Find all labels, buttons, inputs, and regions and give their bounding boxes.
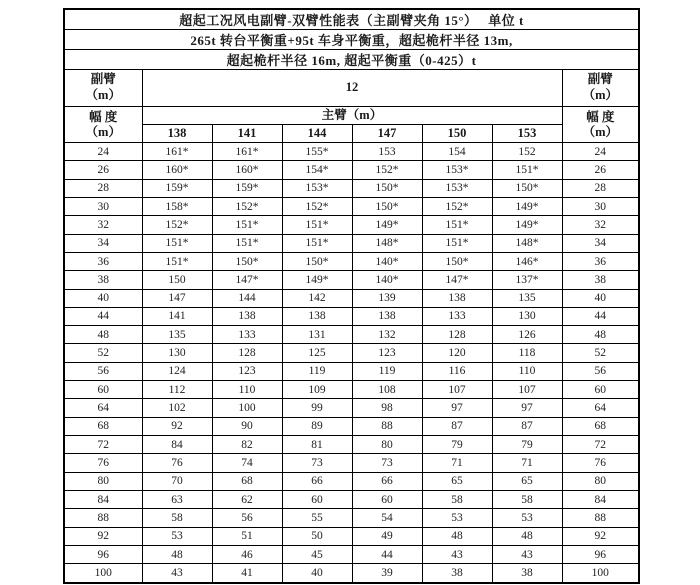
load-value-cell: 66 [282, 472, 352, 490]
load-value-cell: 152 [492, 143, 562, 161]
radius-cell-left: 64 [64, 399, 142, 417]
radius-cell-left: 60 [64, 381, 142, 399]
table-row [64, 564, 639, 583]
load-value-cell: 58 [142, 509, 212, 527]
table-row [64, 454, 639, 472]
table-row [64, 143, 639, 161]
load-value-cell: 46 [212, 545, 282, 563]
load-value-cell: 71 [492, 454, 562, 472]
load-value-cell: 68 [212, 472, 282, 490]
load-value-cell: 70 [142, 472, 212, 490]
load-value-cell: 141 [142, 307, 212, 325]
load-value-cell: 150* [422, 252, 492, 270]
load-value-cell: 41 [212, 564, 282, 583]
table-title: 超起工况风电副臂-双臂性能表（主副臂夹角 15°） 单位 t [64, 9, 639, 30]
load-value-cell: 43 [492, 545, 562, 563]
load-value-cell: 110 [212, 381, 282, 399]
table-subtitle-1: 265t 转台平衡重+95t 车身平衡重，超起桅杆半径 13m, [64, 30, 639, 50]
aux-jib-unit-left: （m） [85, 88, 121, 102]
load-value-cell: 97 [492, 399, 562, 417]
load-value-cell: 82 [212, 436, 282, 454]
load-value-cell: 130 [142, 344, 212, 362]
load-value-cell: 58 [492, 490, 562, 508]
radius-cell-left: 72 [64, 436, 142, 454]
load-value-cell: 148* [352, 234, 422, 252]
subtitle-row-1 [64, 30, 639, 50]
load-value-cell: 51 [212, 527, 282, 545]
load-value-cell: 159* [212, 179, 282, 197]
table-row [64, 197, 639, 215]
table-row [64, 161, 639, 179]
load-value-cell: 132 [352, 326, 422, 344]
load-value-cell: 150* [352, 179, 422, 197]
load-value-cell: 84 [142, 436, 212, 454]
load-value-cell: 48 [142, 545, 212, 563]
aux-jib-label-left: 副臂 [90, 72, 116, 87]
radius-cell-right: 60 [562, 381, 639, 399]
radius-cell-left: 96 [64, 545, 142, 563]
load-chart-table [63, 8, 640, 584]
radius-unit-right: （m） [582, 124, 619, 139]
radius-cell-right: 36 [562, 252, 639, 270]
table-row [64, 381, 639, 399]
load-value-cell: 48 [422, 527, 492, 545]
load-value-cell: 149* [282, 271, 352, 289]
boom-length-col: 147 [352, 125, 422, 143]
load-value-cell: 137* [492, 271, 562, 289]
radius-cell-right: 76 [562, 454, 639, 472]
aux-jib-header-left [64, 70, 142, 107]
load-value-cell: 92 [142, 417, 212, 435]
radius-cell-left: 100 [64, 564, 142, 583]
load-value-cell: 74 [212, 454, 282, 472]
load-value-cell: 133 [212, 326, 282, 344]
load-value-cell: 60 [282, 490, 352, 508]
table-row [64, 271, 639, 289]
load-value-cell: 151* [212, 216, 282, 234]
load-value-cell: 38 [422, 564, 492, 583]
load-value-cell: 89 [282, 417, 352, 435]
radius-cell-left: 84 [64, 490, 142, 508]
load-value-cell: 152* [352, 161, 422, 179]
load-value-cell: 150* [352, 197, 422, 215]
load-value-cell: 119 [282, 362, 352, 380]
radius-cell-right: 68 [562, 417, 639, 435]
radius-cell-left: 76 [64, 454, 142, 472]
load-value-cell: 97 [422, 399, 492, 417]
table-row [64, 216, 639, 234]
aux-jib-header-right [562, 70, 639, 107]
radius-cell-left: 48 [64, 326, 142, 344]
boom-length-col: 138 [142, 125, 212, 143]
load-value-cell: 133 [422, 307, 492, 325]
radius-cell-right: 80 [562, 472, 639, 490]
load-value-cell: 98 [352, 399, 422, 417]
boom-length-col: 153 [492, 125, 562, 143]
radius-header-left [64, 107, 142, 143]
load-value-cell: 142 [282, 289, 352, 307]
radius-cell-right: 52 [562, 344, 639, 362]
load-value-cell: 151* [142, 234, 212, 252]
load-value-cell: 43 [422, 545, 492, 563]
radius-cell-left: 56 [64, 362, 142, 380]
load-value-cell: 153* [422, 161, 492, 179]
boom-length-col: 141 [212, 125, 282, 143]
radius-cell-left: 28 [64, 179, 142, 197]
radius-cell-right: 24 [562, 143, 639, 161]
aux-jib-row [64, 70, 639, 107]
load-value-cell: 90 [212, 417, 282, 435]
load-value-cell: 66 [352, 472, 422, 490]
load-value-cell: 150* [492, 179, 562, 197]
radius-cell-right: 26 [562, 161, 639, 179]
radius-cell-left: 52 [64, 344, 142, 362]
load-value-cell: 50 [282, 527, 352, 545]
load-value-cell: 110 [492, 362, 562, 380]
load-value-cell: 154 [422, 143, 492, 161]
load-value-cell: 73 [352, 454, 422, 472]
load-value-cell: 138 [352, 307, 422, 325]
main-boom-header: 主臂（m） [142, 107, 562, 125]
load-value-cell: 39 [352, 564, 422, 583]
load-value-cell: 65 [492, 472, 562, 490]
load-value-cell: 116 [422, 362, 492, 380]
radius-cell-left: 80 [64, 472, 142, 490]
load-value-cell: 151* [422, 216, 492, 234]
load-value-cell: 71 [422, 454, 492, 472]
load-value-cell: 76 [142, 454, 212, 472]
load-value-cell: 150 [142, 271, 212, 289]
load-value-cell: 138 [282, 307, 352, 325]
load-value-cell: 144 [212, 289, 282, 307]
load-value-cell: 112 [142, 381, 212, 399]
load-value-cell: 151* [282, 234, 352, 252]
load-value-cell: 88 [352, 417, 422, 435]
table-row [64, 490, 639, 508]
radius-cell-right: 64 [562, 399, 639, 417]
title-row [64, 9, 639, 30]
load-value-cell: 146* [492, 252, 562, 270]
load-value-cell: 56 [212, 509, 282, 527]
radius-cell-right: 48 [562, 326, 639, 344]
load-value-cell: 153* [282, 179, 352, 197]
load-value-cell: 60 [352, 490, 422, 508]
aux-jib-length-value: 12 [142, 70, 562, 107]
load-value-cell: 130 [492, 307, 562, 325]
load-value-cell: 102 [142, 399, 212, 417]
load-value-cell: 45 [282, 545, 352, 563]
radius-cell-right: 40 [562, 289, 639, 307]
boom-length-col: 150 [422, 125, 492, 143]
load-value-cell: 100 [212, 399, 282, 417]
load-value-cell: 126 [492, 326, 562, 344]
load-value-cell: 148* [492, 234, 562, 252]
radius-cell-right: 72 [562, 436, 639, 454]
table-row [64, 362, 639, 380]
radius-cell-left: 36 [64, 252, 142, 270]
load-value-cell: 119 [352, 362, 422, 380]
load-value-cell: 151* [492, 161, 562, 179]
load-value-cell: 108 [352, 381, 422, 399]
load-value-cell: 151* [212, 234, 282, 252]
load-value-cell: 147* [212, 271, 282, 289]
load-value-cell: 154* [282, 161, 352, 179]
table-row [64, 234, 639, 252]
load-value-cell: 79 [492, 436, 562, 454]
load-value-cell: 87 [492, 417, 562, 435]
load-value-cell: 125 [282, 344, 352, 362]
load-value-cell: 161* [212, 143, 282, 161]
radius-cell-right: 84 [562, 490, 639, 508]
load-value-cell: 55 [282, 509, 352, 527]
radius-cell-right: 100 [562, 564, 639, 583]
radius-cell-left: 24 [64, 143, 142, 161]
table-row [64, 527, 639, 545]
table-row [64, 417, 639, 435]
load-value-cell: 107 [492, 381, 562, 399]
load-value-cell: 53 [422, 509, 492, 527]
load-value-cell: 135 [492, 289, 562, 307]
load-value-cell: 87 [422, 417, 492, 435]
load-value-cell: 149* [492, 216, 562, 234]
table-row [64, 344, 639, 362]
load-value-cell: 159* [142, 179, 212, 197]
table-row [64, 545, 639, 563]
load-value-cell: 49 [352, 527, 422, 545]
load-value-cell: 140* [352, 271, 422, 289]
load-value-cell: 139 [352, 289, 422, 307]
radius-cell-left: 68 [64, 417, 142, 435]
table-row [64, 436, 639, 454]
load-value-cell: 161* [142, 143, 212, 161]
radius-cell-right: 96 [562, 545, 639, 563]
load-value-cell: 80 [352, 436, 422, 454]
load-value-cell: 160* [212, 161, 282, 179]
boom-length-row [64, 125, 639, 143]
load-value-cell: 128 [212, 344, 282, 362]
radius-cell-left: 30 [64, 197, 142, 215]
load-value-cell: 53 [142, 527, 212, 545]
load-value-cell: 58 [422, 490, 492, 508]
radius-cell-right: 44 [562, 307, 639, 325]
load-value-cell: 123 [352, 344, 422, 362]
table-row [64, 307, 639, 325]
load-value-cell: 53 [492, 509, 562, 527]
load-value-cell: 65 [422, 472, 492, 490]
table-row [64, 326, 639, 344]
load-value-cell: 150* [282, 252, 352, 270]
load-value-cell: 40 [282, 564, 352, 583]
table-subtitle-2: 超起桅杆半径 16m, 超起平衡重（0-425）t [64, 50, 639, 70]
load-value-cell: 151* [422, 234, 492, 252]
load-value-cell: 149* [492, 197, 562, 215]
radius-cell-left: 88 [64, 509, 142, 527]
load-value-cell: 152* [422, 197, 492, 215]
load-value-cell: 131 [282, 326, 352, 344]
load-value-cell: 153 [352, 143, 422, 161]
subtitle-row-2 [64, 50, 639, 70]
load-value-cell: 54 [352, 509, 422, 527]
load-value-cell: 135 [142, 326, 212, 344]
radius-unit-left: （m） [85, 124, 121, 139]
radius-cell-right: 56 [562, 362, 639, 380]
radius-cell-left: 26 [64, 161, 142, 179]
radius-cell-right: 30 [562, 197, 639, 215]
table-row [64, 179, 639, 197]
load-value-cell: 118 [492, 344, 562, 362]
load-value-cell: 152* [212, 197, 282, 215]
load-value-cell: 147* [422, 271, 492, 289]
radius-cell-left: 38 [64, 271, 142, 289]
radius-header-right [562, 107, 639, 143]
load-value-cell: 158* [142, 197, 212, 215]
table-row [64, 252, 639, 270]
table-row [64, 289, 639, 307]
load-value-cell: 63 [142, 490, 212, 508]
radius-cell-left: 44 [64, 307, 142, 325]
radius-cell-right: 38 [562, 271, 639, 289]
boom-length-col: 144 [282, 125, 352, 143]
radius-cell-right: 92 [562, 527, 639, 545]
load-value-cell: 151* [142, 252, 212, 270]
load-value-cell: 43 [142, 564, 212, 583]
load-value-cell: 152* [282, 197, 352, 215]
load-value-cell: 79 [422, 436, 492, 454]
load-value-cell: 107 [422, 381, 492, 399]
load-value-cell: 99 [282, 399, 352, 417]
load-value-cell: 124 [142, 362, 212, 380]
radius-cell-right: 88 [562, 509, 639, 527]
load-value-cell: 150* [212, 252, 282, 270]
load-value-cell: 138 [422, 289, 492, 307]
radius-cell-right: 32 [562, 216, 639, 234]
load-value-cell: 151* [282, 216, 352, 234]
load-value-cell: 44 [352, 545, 422, 563]
load-value-cell: 152* [142, 216, 212, 234]
main-boom-header-row [64, 107, 639, 125]
load-value-cell: 149* [352, 216, 422, 234]
load-value-cell: 140* [352, 252, 422, 270]
radius-cell-right: 34 [562, 234, 639, 252]
radius-label-right: 幅 度 [586, 109, 615, 124]
aux-jib-unit-right: （m） [582, 88, 619, 102]
load-value-cell: 123 [212, 362, 282, 380]
load-value-cell: 48 [492, 527, 562, 545]
load-value-cell: 73 [282, 454, 352, 472]
load-value-cell: 155* [282, 143, 352, 161]
table-row [64, 509, 639, 527]
load-value-cell: 160* [142, 161, 212, 179]
load-value-cell: 109 [282, 381, 352, 399]
load-value-cell: 138 [212, 307, 282, 325]
table-row [64, 472, 639, 490]
load-value-cell: 153* [422, 179, 492, 197]
load-value-cell: 147 [142, 289, 212, 307]
load-value-cell: 81 [282, 436, 352, 454]
radius-cell-left: 40 [64, 289, 142, 307]
load-value-cell: 120 [422, 344, 492, 362]
load-value-cell: 62 [212, 490, 282, 508]
aux-jib-label-right: 副臂 [587, 72, 613, 87]
load-value-cell: 128 [422, 326, 492, 344]
radius-cell-left: 34 [64, 234, 142, 252]
radius-cell-left: 32 [64, 216, 142, 234]
radius-cell-left: 92 [64, 527, 142, 545]
radius-cell-right: 28 [562, 179, 639, 197]
load-value-cell: 38 [492, 564, 562, 583]
table-row [64, 399, 639, 417]
radius-label-left: 幅 度 [89, 109, 118, 124]
